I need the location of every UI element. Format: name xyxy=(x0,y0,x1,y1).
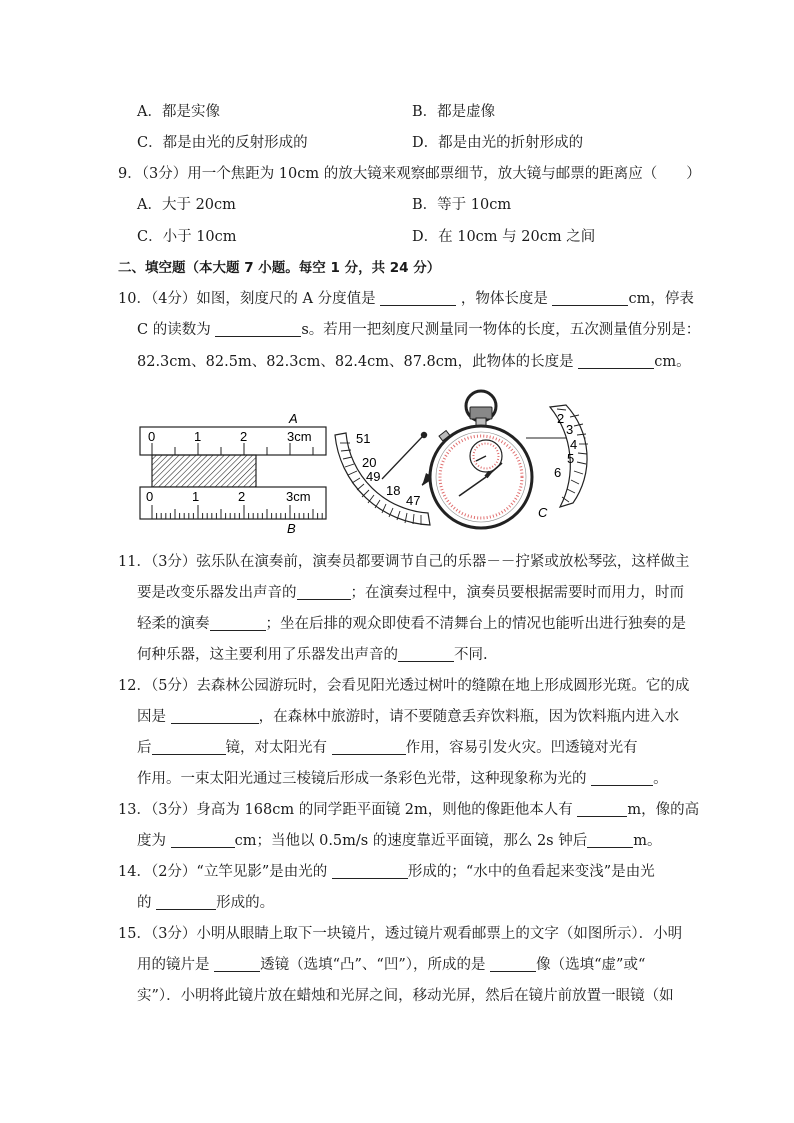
q9-option-a: A．大于 20cm xyxy=(137,197,236,213)
q10-text: C 的读数为 xyxy=(137,322,211,338)
section-heading: 二、填空题（本大题 7 小题。每空 1 分，共 24 分） xyxy=(118,260,441,276)
q10-text: 82.3cm、82.5m、82.3cm、82.4cm、87.8cm，此物体的长度是 xyxy=(137,354,574,370)
q10-line-3 xyxy=(137,352,691,372)
answer-blank[interactable] xyxy=(591,771,653,786)
q13-text: 度为 xyxy=(137,833,166,849)
q11-text: ；坐在后排的观众即使看不清舞台上的情况也能听出进行独奏的是 xyxy=(265,616,686,632)
answer-blank[interactable] xyxy=(380,291,456,306)
answer-blank[interactable] xyxy=(156,895,216,910)
ruler-a-tick-label: 2 xyxy=(240,429,248,444)
q14-text: 的 xyxy=(137,895,152,911)
ruler-b-tick-label: 0 xyxy=(146,489,154,504)
answer-blank[interactable] xyxy=(332,740,406,755)
ruler-a-label: A xyxy=(289,411,298,426)
q14-text: 14．（2分）“立竿见影”是由光的 xyxy=(118,864,328,880)
q12-text: 作用。一束太阳光通过三棱镜后形成一条彩色光带，这种现象称为光的 xyxy=(137,771,587,787)
q8-option-c: C．都是由光的反射形成的 xyxy=(137,135,308,151)
q11-text: 要是改变乐器发出声音的 xyxy=(137,585,297,601)
stopwatch-label: C xyxy=(538,505,548,520)
q12-text: 作用，容易引发火灾。凹透镜对光有 xyxy=(405,740,638,756)
q13-text: m，像的高 xyxy=(627,802,700,818)
ruler-a-tick-label: 1 xyxy=(194,429,202,444)
dial-label: 47 xyxy=(406,493,421,508)
q8-option-d: D．都是由光的折射形成的 xyxy=(412,135,584,151)
dial-label: 51 xyxy=(356,431,371,446)
answer-blank[interactable] xyxy=(210,616,266,631)
q12-line-1: 12．（5分）去森林公园游玩时，会看见阳光透过树叶的缝隙在地上形成圆形光斑。它的成 xyxy=(118,678,690,694)
answer-blank[interactable] xyxy=(332,864,408,879)
q10-text: 10．（4分）如图，刻度尺的 A 分度值是 xyxy=(118,291,376,307)
answer-blank[interactable] xyxy=(214,957,260,972)
ruler-b-tick-label: 2 xyxy=(238,489,246,504)
stopwatch xyxy=(422,391,548,528)
q11-line-4 xyxy=(137,645,488,665)
ruler-b-label: B xyxy=(287,521,296,535)
q14-line-2 xyxy=(137,893,274,913)
q13-text: 13．（3分）身高为 168cm 的同学距平面镜 2m，则他的像距他本人有 xyxy=(118,802,573,818)
q12-line-4 xyxy=(137,769,668,789)
answer-blank[interactable] xyxy=(152,740,226,755)
dial-label: 5 xyxy=(567,451,575,466)
answer-blank[interactable] xyxy=(171,833,235,848)
q10-text: cm，停表 xyxy=(628,291,694,307)
q13-text: cm；当他以 0.5m/s 的速度靠近平面镜，那么 2s 钟后 xyxy=(234,833,588,849)
dial-label: 18 xyxy=(386,483,401,498)
q11-text: 何种乐器，这主要利用了乐器发出声音的 xyxy=(137,647,398,663)
ruler-a xyxy=(140,411,326,455)
q14-text: 形成的。 xyxy=(216,895,275,911)
q10-text: cm。 xyxy=(654,354,691,370)
q11-text: 轻柔的演奏 xyxy=(137,616,210,632)
q10-text: s。若用一把刻度尺测量同一物体的长度，五次测量值分别是： xyxy=(301,322,701,338)
q14-text: 形成的；“水中的鱼看起来变浅”是由光 xyxy=(407,864,655,880)
second-dial-enlarged xyxy=(526,405,588,507)
q15-text: 像（选填“虚”或“ xyxy=(536,957,646,973)
q10-line-2 xyxy=(137,320,700,340)
answer-blank[interactable] xyxy=(552,291,628,306)
measurement-figure xyxy=(130,385,630,535)
q13-line-1 xyxy=(118,800,699,820)
q8-option-a: A．都是实像 xyxy=(137,104,220,120)
dial-label: 2 xyxy=(557,411,565,426)
answer-blank[interactable] xyxy=(578,354,654,369)
q15-line-2 xyxy=(137,955,645,975)
q12-text: 因是 xyxy=(137,709,166,725)
ruler-a-tick-label: 0 xyxy=(148,429,156,444)
q8-option-b: B．都是虚像 xyxy=(412,104,496,120)
dial-label: 4 xyxy=(570,437,578,452)
q11-line-3 xyxy=(137,614,686,634)
answer-blank[interactable] xyxy=(587,833,633,848)
q15-line-3: 实”）．小明将此镜片放在蜡烛和光屏之间，移动光屏，然后在镜片前放置一眼镜（如 xyxy=(137,988,674,1004)
q14-line-1 xyxy=(118,862,655,882)
q12-text: 镜，对太阳光有 xyxy=(225,740,327,756)
dial-label: 3 xyxy=(566,422,574,437)
q12-text: 后 xyxy=(137,740,152,756)
q15-text: 透镜（选填“凸”、“凹”），所成的是 xyxy=(260,957,486,973)
q10-line-1 xyxy=(118,289,694,309)
q11-text: 不同. xyxy=(454,647,488,663)
ruler-b xyxy=(140,487,326,535)
answer-blank[interactable] xyxy=(577,802,627,817)
answer-blank[interactable] xyxy=(171,709,259,724)
minute-dial-enlarged xyxy=(335,431,430,525)
q15-line-1: 15．（3分）小明从眼睛上取下一块镜片，透过镜片观看邮票上的文字（如图所示）．小明 xyxy=(118,926,683,942)
q11-line-2 xyxy=(137,583,684,603)
q15-text: 用的镜片是 xyxy=(137,957,210,973)
answer-blank[interactable] xyxy=(215,322,301,337)
answer-blank[interactable] xyxy=(297,585,351,600)
ruler-b-tick-label: 1 xyxy=(192,489,200,504)
q12-text: 。 xyxy=(653,771,668,787)
answer-blank[interactable] xyxy=(490,957,536,972)
q10-text: ，物体长度是 xyxy=(460,291,548,307)
dial-label: 20 xyxy=(362,455,377,470)
q9-option-d: D．在 10cm 与 20cm 之间 xyxy=(412,229,596,245)
q12-line-2 xyxy=(137,707,679,727)
q9-option-b: B．等于 10cm xyxy=(412,197,512,213)
dial-label: 49 xyxy=(366,469,381,484)
q11-line-1: 11．（3分）弦乐队在演奏前，演奏员都要调节自己的乐器－－拧紧或放松琴弦，这样做主 xyxy=(118,554,690,570)
q12-line-3 xyxy=(137,738,638,758)
dial-label: 6 xyxy=(554,465,562,480)
q9-option-c: C．小于 10cm xyxy=(137,229,237,245)
q13-line-2 xyxy=(137,831,661,851)
measured-object xyxy=(152,455,256,487)
ruler-b-tick-label: 3cm xyxy=(286,489,311,504)
q9-stem: 9．（3分）用一个焦距为 10cm 的放大镜来观察邮票细节，放大镜与邮票的距离应（ ） xyxy=(118,166,701,182)
q11-text: ；在演奏过程中，演奏员要根据需要时而用力，时而 xyxy=(350,585,684,601)
q13-text: m。 xyxy=(633,833,662,849)
ruler-a-tick-label: 3cm xyxy=(287,429,312,444)
answer-blank[interactable] xyxy=(398,647,454,662)
q12-text: ，在森林中旅游时，请不要随意丢弃饮料瓶，因为饮料瓶内进入水 xyxy=(258,709,680,725)
